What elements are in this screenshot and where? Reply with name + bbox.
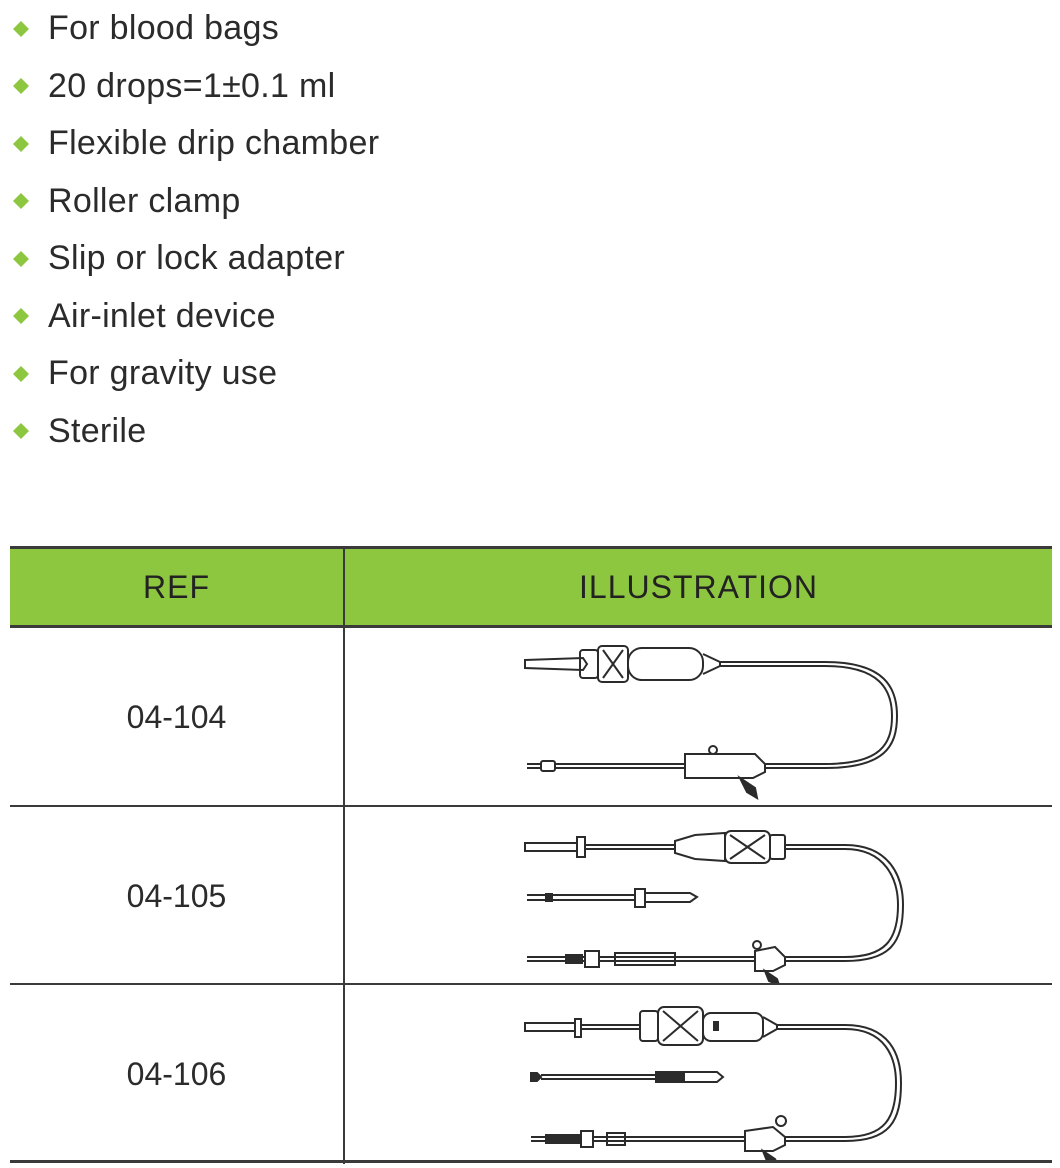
- ref-cell: 04-105: [126, 877, 227, 914]
- feature-item: [10, 403, 379, 461]
- diamond-bullet-icon: [10, 75, 32, 97]
- feature-item: [10, 173, 379, 231]
- table-row: [10, 807, 1052, 985]
- product-table: [10, 546, 1052, 1164]
- diamond-bullet-icon: [10, 248, 32, 270]
- feature-text: Slip or lock adapter: [48, 239, 346, 278]
- diamond-bullet-icon: [10, 18, 32, 40]
- feature-text: 20 drops=1±0.1 ml: [48, 66, 336, 105]
- column-divider: [343, 546, 345, 1164]
- infusion-set-04-106-drawing: [345, 985, 1052, 1163]
- table-row: [10, 628, 1052, 806]
- diamond-bullet-icon: [10, 133, 32, 155]
- feature-item: [10, 230, 379, 288]
- feature-item: [10, 0, 379, 58]
- diamond-bullet-icon: [10, 305, 32, 327]
- infusion-set-04-105-drawing: [345, 807, 1052, 985]
- feature-item: [10, 288, 379, 346]
- ref-column-header: REF: [143, 568, 210, 605]
- feature-text: For gravity use: [48, 354, 278, 393]
- feature-list: [10, 0, 379, 460]
- feature-item: [10, 115, 379, 173]
- diamond-bullet-icon: [10, 420, 32, 442]
- table-header: [10, 546, 1052, 628]
- illustration-column-header: ILLUSTRATION: [579, 568, 818, 605]
- feature-item: [10, 345, 379, 403]
- infusion-set-04-104-drawing: [345, 628, 1052, 806]
- feature-text: Roller clamp: [48, 181, 241, 220]
- illustration-cell: [345, 985, 1052, 1163]
- ref-cell: 04-104: [126, 698, 227, 735]
- illustration-cell: [345, 807, 1052, 985]
- table-row: [10, 985, 1052, 1163]
- illustration-cell: [345, 628, 1052, 806]
- feature-text: Sterile: [48, 411, 147, 450]
- diamond-bullet-icon: [10, 363, 32, 385]
- table-bottom-border: [10, 1160, 1052, 1163]
- diamond-bullet-icon: [10, 190, 32, 212]
- feature-item: [10, 58, 379, 116]
- feature-text: Air-inlet device: [48, 296, 276, 335]
- ref-cell: 04-106: [126, 1055, 227, 1092]
- feature-text: For blood bags: [48, 9, 280, 48]
- feature-text: Flexible drip chamber: [48, 124, 380, 163]
